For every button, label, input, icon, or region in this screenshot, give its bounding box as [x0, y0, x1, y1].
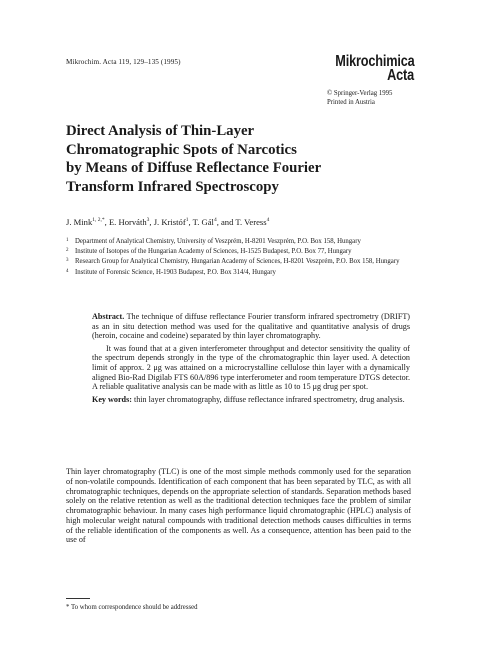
author-affiliation-mark: 3	[146, 217, 150, 224]
correspondence-footnote: * To whom correspondence should be addressed	[66, 604, 198, 611]
author-affiliation-mark: 4	[213, 217, 217, 224]
author-list	[66, 217, 269, 227]
title-line: Direct Analysis of Thin-Layer	[66, 123, 255, 139]
logo-line-1: Mikrochimica	[335, 53, 415, 70]
abstract-block	[92, 312, 410, 407]
author-name: T. Veress	[235, 217, 267, 227]
introduction-paragraph: Thin layer chromatography (TLC) is one of the most simple methods commonly used for the separation of non-volatile compounds. Identification of each component that has been separated by TLC, as with all chromatographic techniques, depends on the appropriate selection of standards. Separation methods based solely on the relative retention as well as the traditional detection techniques face the problem of similar chromatographic behaviour. In many cases high performance liquid chromatographic (HPLC) analysis of high molecular weight natural compounds with traditional detection methods causes difficulties in terms of the reliable identification of the components as well. As a consequence, attention has been paid to the use of	[66, 467, 411, 545]
title-line: by Means of Diffuse Reflectance Fourier	[66, 160, 322, 177]
author-separator: ,	[104, 217, 109, 227]
author-affiliation-mark: 4	[266, 217, 270, 224]
author-affiliation-mark: 1	[185, 217, 189, 224]
affiliation-number: 3	[66, 258, 69, 264]
printed-in-line: Printed in Austria	[327, 99, 375, 106]
copyright-line: © Springer-Verlag 1995	[327, 90, 393, 97]
affiliation-text: Department of Analytical Chemistry, University of Veszprém, H-8201 Veszprém, P.O. Box 158, Hungary	[75, 238, 361, 245]
journal-reference: Mikrochim. Acta 119, 129–135 (1995)	[66, 58, 181, 66]
author-affiliation-mark: 1, 2,*	[92, 217, 105, 224]
author-separator: , and	[216, 217, 236, 227]
keywords-label: Key words:	[92, 394, 132, 404]
paper-title	[66, 122, 386, 196]
affiliation-list	[66, 238, 426, 279]
author-name: E. Horváth	[108, 217, 147, 227]
affiliation-item	[66, 258, 426, 267]
copyright-notice	[327, 89, 392, 107]
abstract-paragraph: It was found that at a given interferometer throughput and detector sensitivity the quality of the spectrum depends strongly in the type of the chromatographic thin layer used. A detection limit of approx. 2 μg was attained on a microcrystalline cellulose thin layer with a dynamically aligned Bio-Rad Digilab FTS 60A/896 type interferometer and room temperature DTGS detector. A reliable qualitative analysis can be made with as little as 10 to 15 μg drug per spot.	[92, 343, 410, 392]
footnote-divider	[66, 598, 90, 599]
keywords-text: thin layer chromatography, diffuse reflectance infrared spectrometry, drug analysis.	[133, 394, 405, 404]
affiliation-item	[66, 269, 426, 278]
author-name: T. Gál	[192, 217, 214, 227]
abstract-paragraph	[92, 312, 410, 341]
affiliation-number: 1	[66, 238, 69, 243]
title-line: Chromatographic Spots of Narcotics	[66, 141, 297, 158]
affiliation-number: 2	[66, 248, 69, 254]
author-separator: ,	[149, 217, 154, 227]
affiliation-item	[66, 238, 426, 247]
title-line: Transform Infrared Spectroscopy	[66, 178, 279, 195]
affiliation-text: Research Group for Analytical Chemistry, Hungarian Academy of Sciences, H-8201 Veszprém, P.O. Box 158, Hungary	[75, 258, 400, 266]
logo-line-2: Acta	[387, 67, 414, 84]
abstract-text: The technique of diffuse reflectance Fourier transform infrared spectrometry (DRIFT) as an in situ detection method was used for the qualitative and quantitative analysis of drugs (heroin, cocaine and codeine) separated by thin layer chromatography.	[92, 312, 411, 341]
affiliation-item	[66, 248, 426, 257]
journal-logo	[335, 55, 414, 83]
author-name: J. Mink	[66, 217, 93, 227]
keywords-paragraph	[92, 395, 410, 405]
author-separator: ,	[188, 217, 193, 227]
affiliation-text: Institute of Forensic Science, H-1903 Budapest, P.O. Box 314/4, Hungary	[75, 268, 276, 276]
affiliation-number: 4	[66, 268, 69, 274]
abstract-label: Abstract.	[92, 312, 125, 321]
author-name: J. Kristóf	[153, 217, 186, 227]
affiliation-text: Institute of Isotopes of the Hungarian Academy of Sciences, H-1525 Budapest, P.O. Box 77, Hungary	[75, 248, 352, 256]
